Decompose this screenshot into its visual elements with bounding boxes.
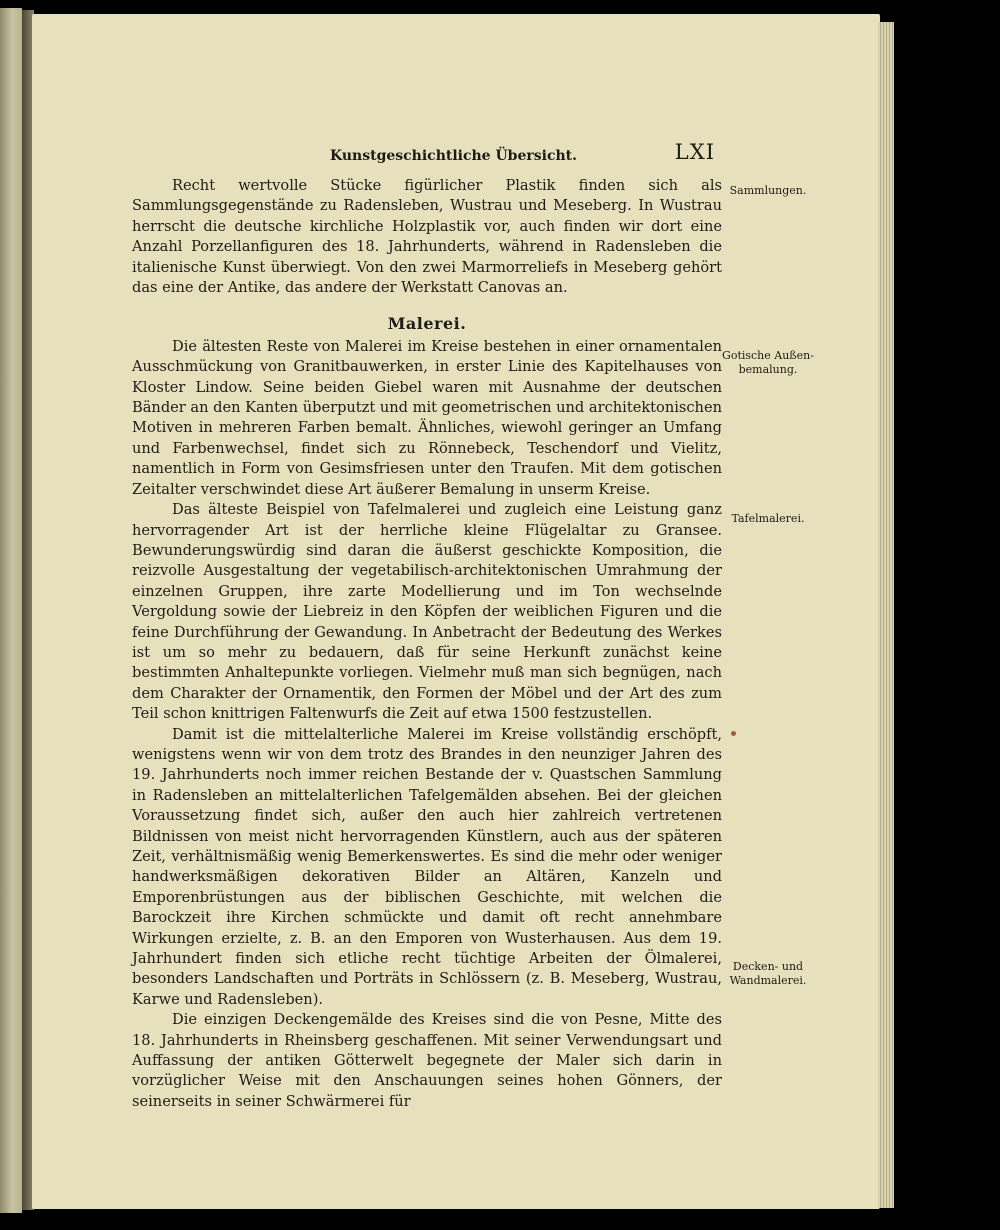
paragraph-tafelmalerei: Das älteste Beispiel von Tafelmalerei und zugleich eine Leistung ganz hervorragender Art ist der herrliche kleine Flügelaltar zu Gransee. Bewunderungswürdig sind daran die äußerst geschickte Komposition, die reizvolle Ausgestaltung der vegetabilisch-architektonischen Umrahmung der einzelnen Gruppen, ihre zarte Modellierung und im Ton wechselnde Vergoldung sowie der Liebreiz in den Köpfen der weiblichen Figuren und die feine Durchführung der Gewandung. In Anbetracht der Bedeutung des Werkes ist um so mehr zu bedauern, daß für seine Herkunft zunächst keine bestimmten Anhaltepunkte vorliegen. Vielmehr muß man sich begnügen, nach dem Charakter der Ornamentik, den Formen der Möbel und der Art des zum Teil schon knittrigen Faltenwurfs die Zeit auf etwa 1500 festzustellen. bbox=[132, 501, 722, 723]
margin-note-sammlungen: Sammlungen. bbox=[729, 184, 807, 197]
running-title: Kunstgeschichtliche Übersicht. bbox=[330, 148, 577, 164]
ink-spot bbox=[731, 731, 736, 736]
section-heading: Malerei. bbox=[387, 314, 467, 334]
paragraph-deckengemaelde: Die einzigen Deckengemälde des Kreises sind die von Pesne, Mitte des 18. Jahrhunderts in Rheinsberg geschaffenen. Mit seiner Verwendungsart und Auffassung der antiken Götterwelt begegnete der Maler sich darin in vorzüglicher Weise mit den Anschauungen seines hohen Gönners, der seinerseits in seiner Schwärmerei für bbox=[132, 1011, 722, 1110]
page-header bbox=[330, 142, 715, 172]
paragraph-mittelalterliche-malerei: Damit ist die mittelalterliche Malerei im Kreise vollständig erschöpft, wenigstens wenn wir von dem trotz des Brandes in den neunziger Jahren des 19. Jahrhunderts noch immer reichen Bestande der v. Quastschen Sammlung in Radensleben an mittelalterlichen Tafelgemälden absehen. Bei der gleichen Voraussetzung findet sich, außer den auch hier zahlreich vertretenen Bildnissen von meist nicht hervorragenden Künstlern, auch aus der späteren Zeit, verhältnismäßig wenig Bemerkenswertes. Es sind die mehr oder weniger handwerksmäßigen dekorativen Bilder an Altären, Kanzeln und Emporenbrüstungen aus der biblischen Geschichte, mit welchen die Barockzeit ihre Kirchen schmückte und damit oft recht annehmbare Wirkungen erzielte, z. B. an den Emporen von Wusterhausen. Aus dem 19. Jahrhundert finden sich etliche recht tüchtige Arbeiten der Ölmalerei, besonders Landschaften und Porträts in Schlössern (z. B. Meseberg, Wustrau, Karwe und Radensleben). bbox=[132, 725, 722, 1008]
margin-note-gotische-aussenbemalung: Gotische Außen-bemalung. bbox=[722, 349, 814, 376]
margin-note-tafelmalerei: Tafelmalerei. bbox=[731, 512, 805, 525]
page-stack-edge bbox=[878, 22, 894, 1208]
margin-note-decken-wandmalerei: Decken- und Wandmalerei. bbox=[729, 960, 807, 987]
page-number: LXI bbox=[674, 140, 715, 164]
paragraph-gotische-bemalung: Die ältesten Reste von Malerei im Kreise bestehen in einer ornamentalen Ausschmückung von Granitbauwerken, in erster Linie des Kapitelhauses von Kloster Lindow. Seine beiden Giebel waren mit Ausnahme der deutschen Bänder an den Kanten überputzt und mit geometrischen und architektonischen Motiven in mehreren Farben bemalt. Ähnliches, wiewohl geringer an Umfang und Farbenwechsel, findet sich zu Rönnebeck, Teschendorf und Vielitz, namentlich in Form von Gesimsfriesen unter den Traufen. Mit dem gotischen Zeitalter verschwindet diese Art äußerer Bemalung in unserm Kreise. bbox=[132, 337, 722, 498]
facing-page-edge bbox=[0, 8, 22, 1213]
paragraph-sammlungen: Recht wertvolle Stücke figürlicher Plastik finden sich als Sammlungsgegenstände zu Radensleben, Wustrau und Meseberg. In Wustrau herrscht die deutsche kirchliche Holzplastik vor, auch finden wir dort eine Anzahl Porzellanfiguren des 18. Jahrhunderts, während in Radensleben die italienische Kunst überwiegt. Von den zwei Marmorreliefs in Meseberg gehört das eine der Antike, das andere der Werkstatt Canovas an. bbox=[132, 177, 722, 297]
main-text bbox=[132, 176, 722, 1112]
